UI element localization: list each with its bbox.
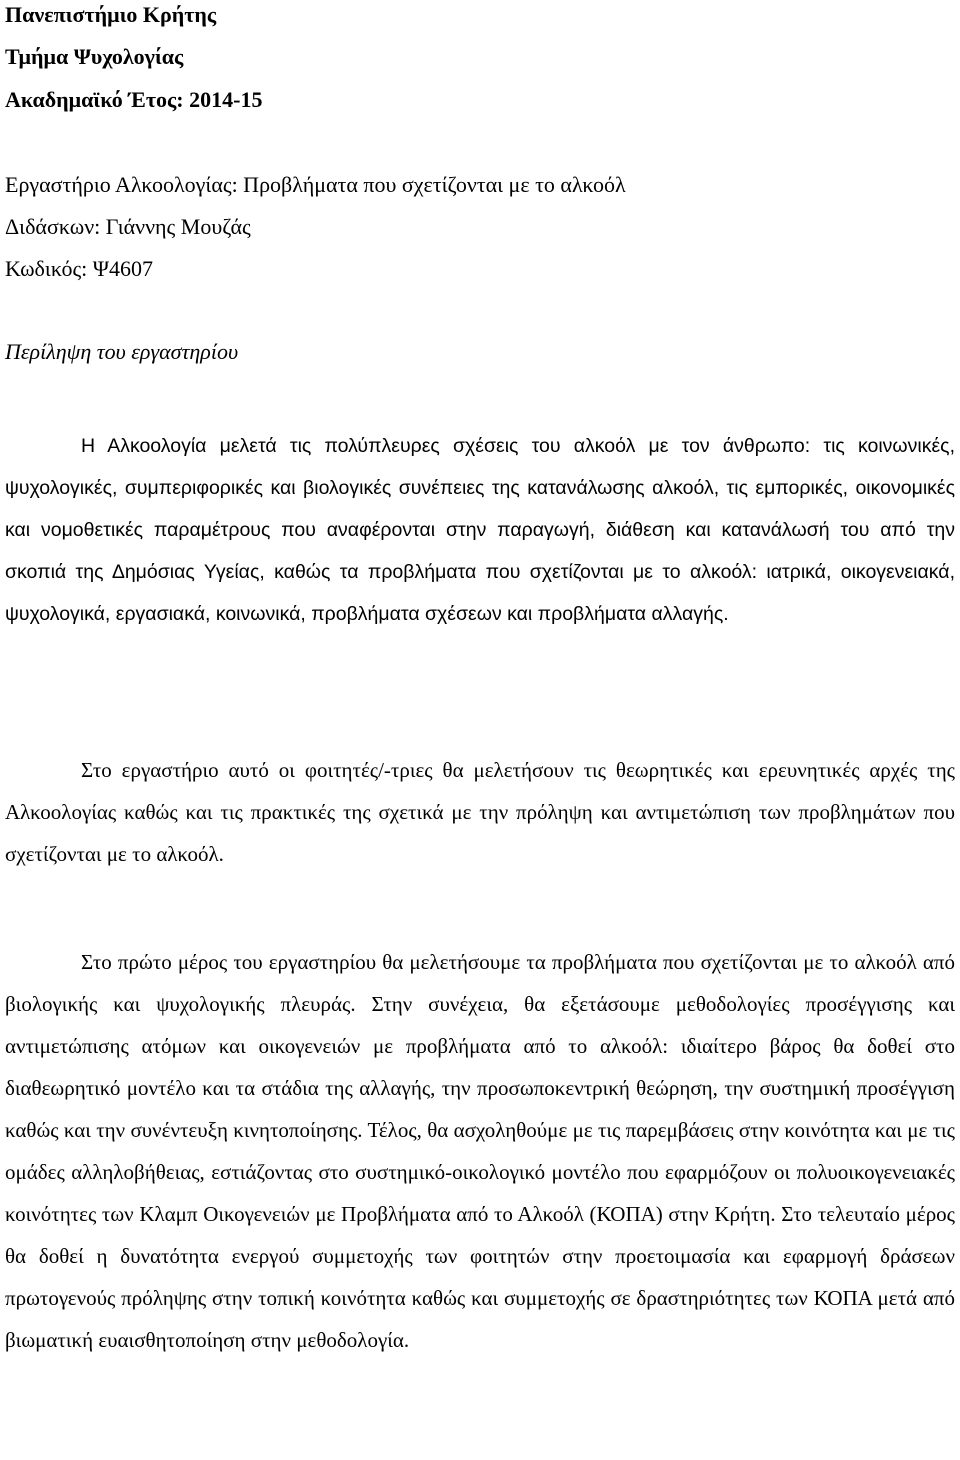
course-instructor: Διδάσκων: Γιάννης Μουζάς: [5, 214, 251, 239]
summary-paragraph-3: Στο πρώτο μέρος του εργαστηρίου θα μελετήσουμε τα προβλήματα που σχετίζονται με το αλκοόλ από βιολογικής και ψυχολογικής πλευράς. Στην συνέχεια, θα εξετάσουμε μεθοδολογίες προσέγγισης και αντιμετώπισης ατόμων και οικογενειών με προβλήματα από το αλκοόλ: ιδιαίτερο βάρος θα δοθεί στο διαθεωρητικό μοντέλο και τα στάδια της αλλαγής, την προσωποκεντρική θεώρηση, την συστημική προσέγγιση καθώς και την συνέντευξη κινητοποίησης. Τέλος, θα ασχοληθούμε με τις παρεμβάσεις στην κοινότητα και με τις ομάδες αλληλοβήθειας, εστιάζοντας στο συστημικό-οικολογικό μοντέλο που εφαρμόζουν οι πολυοικογενειακές κοινότητες των Κλαμπ Οικογενειών με Προβλήματα από το Αλκοόλ (ΚΟΠΑ) στην Κρήτη. Στο τελευταίο μέρος θα δοθεί η δυνατότητα ενεργού συμμετοχής των φοιτητών στην προετοιμασία και εφαρμογή δράσεων πρωτογενούς πρόληψης στην τοπική κοινότητα καθώς και συμμετοχής σε δραστηριότητες των ΚΟΠΑ μετά από βιωματική ευαισθητοποίηση στην μεθοδολογία.: [5, 950, 955, 1352]
academic-year: Ακαδημαϊκό Έτος: 2014-15: [5, 87, 263, 112]
course-code: Κωδικός: Ψ4607: [5, 256, 153, 281]
department-name: Τμήμα Ψυχολογίας: [5, 44, 184, 69]
summary-paragraph-2: Στο εργαστήριο αυτό οι φοιτητές/-τριες θα μελετήσουν τις θεωρητικές και ερευνητικές αρχές της Αλκοολογίας καθώς και τις πρακτικές της σχετικά με την πρόληψη και αντιμετώπιση των προβλημάτων που σχετίζονται με το αλκοόλ.: [5, 758, 955, 866]
summary-paragraph-1: Η Αλκοολογία μελετά τις πολύπλευρες σχέσεις του αλκοόλ με τον άνθρωπο: τις κοινωνικές, ψυχολογικές, συμπεριφορικές και βιολογικές συνέπειες της κατανάλωσης αλκοόλ, τις εμπορικές, οικονομικές και νομοθετικές παραμέτρους που αναφέρονται στην παραγωγή, διάθεση και κατανάλωσή του από την σκοπιά της Δημόσιας Υγείας, καθώς τα προβλήματα που σχετίζονται με το αλκοόλ: ιατρικά, οικογενειακά, ψυχολογικά, εργασιακά, κοινωνικά, προβλήματα σχέσεων και προβλήματα αλλαγής.: [5, 435, 955, 625]
summary-heading: Περίληψη του εργαστηρίου: [5, 339, 239, 364]
university-name: Πανεπιστήμιο Κρήτης: [5, 2, 217, 27]
course-title: Εργαστήριο Αλκοολογίας: Προβλήματα που σχετίζονται με το αλκοόλ: [5, 172, 626, 197]
